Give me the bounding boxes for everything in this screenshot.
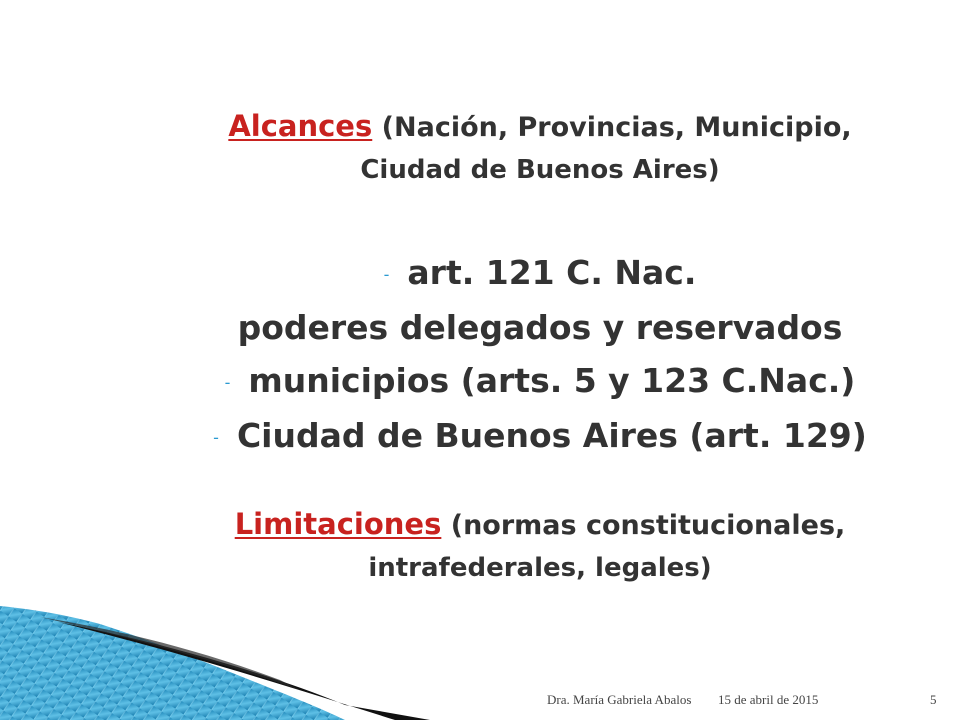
list-item xyxy=(140,301,940,354)
list-item-text: municipios (arts. 5 y 123 C.Nac.) xyxy=(248,361,856,400)
footer-date: 15 de abril de 2015 xyxy=(718,692,819,707)
limitaciones-line-2: intrafederales, legales) xyxy=(368,553,712,583)
alcances-line-1 xyxy=(140,104,940,150)
list-item xyxy=(140,246,940,301)
alcances-section xyxy=(140,104,940,190)
bullet-dash: - xyxy=(213,428,219,447)
articles-list xyxy=(140,246,940,464)
limitaciones-section xyxy=(140,502,940,588)
bullet-dash: - xyxy=(383,265,390,284)
blue-swoosh-shape xyxy=(0,606,345,720)
footer-page-number: 5 xyxy=(930,692,937,707)
list-item xyxy=(140,409,940,464)
list-item-text: poderes delegados y reservados xyxy=(237,308,843,347)
alcances-line-2: Ciudad de Buenos Aires) xyxy=(360,155,720,185)
footer-author: Dra. María Gabriela Abalos xyxy=(547,692,692,707)
list-item xyxy=(140,354,940,409)
alcances-rest: (Nación, Provincias, Municipio, xyxy=(381,112,852,143)
bullet-dash: - xyxy=(224,373,231,392)
list-item-text: Ciudad de Buenos Aires (art. 129) xyxy=(236,416,867,455)
limitaciones-line-1 xyxy=(140,502,940,548)
limitaciones-title: Limitaciones xyxy=(234,507,442,541)
limitaciones-rest: (normas constitucionales, xyxy=(450,510,846,541)
alcances-title: Alcances xyxy=(228,109,373,143)
list-item-text: art. 121 C. Nac. xyxy=(407,253,697,292)
